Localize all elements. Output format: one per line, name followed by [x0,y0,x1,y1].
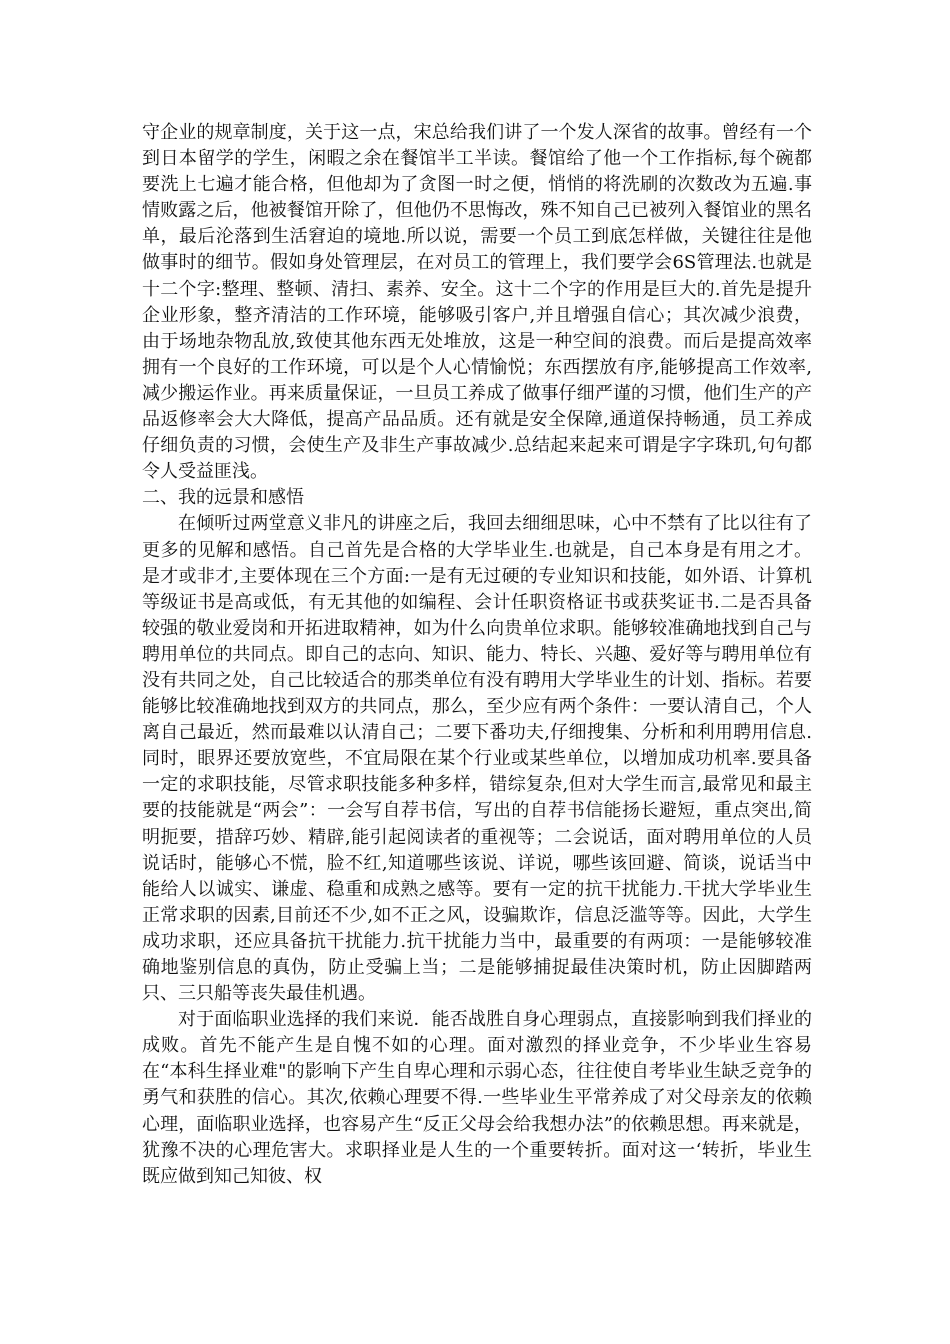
section-heading-vision: 二、我的远景和感悟 [142,487,304,509]
paragraph-story-6s: 守企业的规章制度，关于这一点，宋总给我们讲了一个发人深省的故事。曾经有一个到日本留学的学生，闲暇之余在餐馆半工半读。餐馆给了他一个工作指标,每个碗都要洗上七遍才能合格，但他却为了贪图一时之便，悄悄的将洗刷的次数改为五遍.事情败露之后，他被餐馆开除了，但他仍不思悔改，殊不知自己已被列入餐馆业的黑名单，最后沦落到生活窘迫的境地.所以说，需要一个员工到底怎样做，关键往往是他做事时的细节。假如身处管理层，在对员工的管理上，我们要学会6S管理法.也就是十二个字:整理、整顿、清扫、素养、安全。这十二个字的作用是巨大的.首先是提升企业形象，整齐清洁的工作环境，能够吸引客户,并且增强自信心；其次减少浪费，由于场地杂物乱放,致使其他东西无处堆放，这是一种空间的浪费。而后是提高效率拥有一个良好的工作环境，可以是个人心情愉悦；东西摆放有序,能够提高工作效率,减少搬运作业。再来质量保证，一旦员工养成了做事仔细严谨的习惯，他们生产的产品返修率会大大降低，提高产品品质。还有就是安全保障,通道保持畅通，员工养成仔细负责的习惯，会使生产及非生产事故减少.总结起来起来可谓是字字珠玑,句句都令人受益匪浅。 [142,122,812,483]
paragraph-psychology: 对于面临职业选择的我们来说．能否战胜自身心理弱点，直接影响到我们择业的成败。首先不能产生是自愧不如的心理。面对激烈的择业竞争，不少毕业生容易在“本科生择业难"的影响下产生自卑心理和示弱心态，往往使自考毕业生缺乏竞争的勇气和获胜的信心。其次,依赖心理要不得.一些毕业生平常养成了对父母亲友的依赖心理，面临职业选择，也容易产生“反正父母会给我想办法”的依赖思想。再来就是，犹豫不决的心理危害大。求职择业是人生的一个重要转折。面对这一‘转折，毕业生既应做到知己知彼、权 [142,1009,812,1187]
paragraph-insights: 在倾听过两堂意义非凡的讲座之后，我回去细细思味，心中不禁有了比以往有了更多的见解和感悟。自己首先是合格的大学毕业生.也就是，自己本身是有用之才。是才或非才,主要体现在三个方面:一是有无过硬的专业知识和技能，如外语、计算机等级证书是高或低，有无其他的如编程、会计任职资格证书或获奖证书.二是否具备较强的敬业爱岗和开拓进取精神，如为什么向贵单位求职。能够较准确地找到自己与聘用单位的共同点。即自己的志向、知识、能力、特长、兴趣、爱好等与聘用单位有没有共同之处，自己比较适合的那类单位有没有聘用大学毕业生的计划、指标。若要能够比较准确地找到双方的共同点，那么，至少应有两个条件：一要认清自己，个人离自己最近，然而最难以认清自己；二要下番功夫,仔细搜集、分析和利用聘用信息.同时，眼界还要放宽些，不宜局限在某个行业或某些单位，以增加成功机率.要具备一定的求职技能，尽管求职技能多种多样，错综复杂,但对大学生而言,最常见和最主要的技能就是“两会”：一会写自荐书信，写出的自荐书信能扬长避短，重点突出,简明扼要，措辞巧妙、精辟,能引起阅读者的重视等；二会说话，面对聘用单位的人员说话时，能够心不慌，脸不红,知道哪些该说、详说，哪些该回避、简谈，说话当中能给人以诚实、谦虚、稳重和成熟之感等。要有一定的抗干扰能力.干扰大学毕业生正常求职的因素,目前还不少,如不正之风，设骗欺诈，信息泛滥等等。因此，大学生成功求职，还应具备抗干扰能力.抗干扰能力当中，最重要的有两项：一是能够较准确地鉴别信息的真伪，防止受骗上当；二是能够捕捉最佳决策时机，防止因脚踏两只、三只船等丧失最佳机遇。 [142,513,812,1005]
document-page [142,120,812,1190]
